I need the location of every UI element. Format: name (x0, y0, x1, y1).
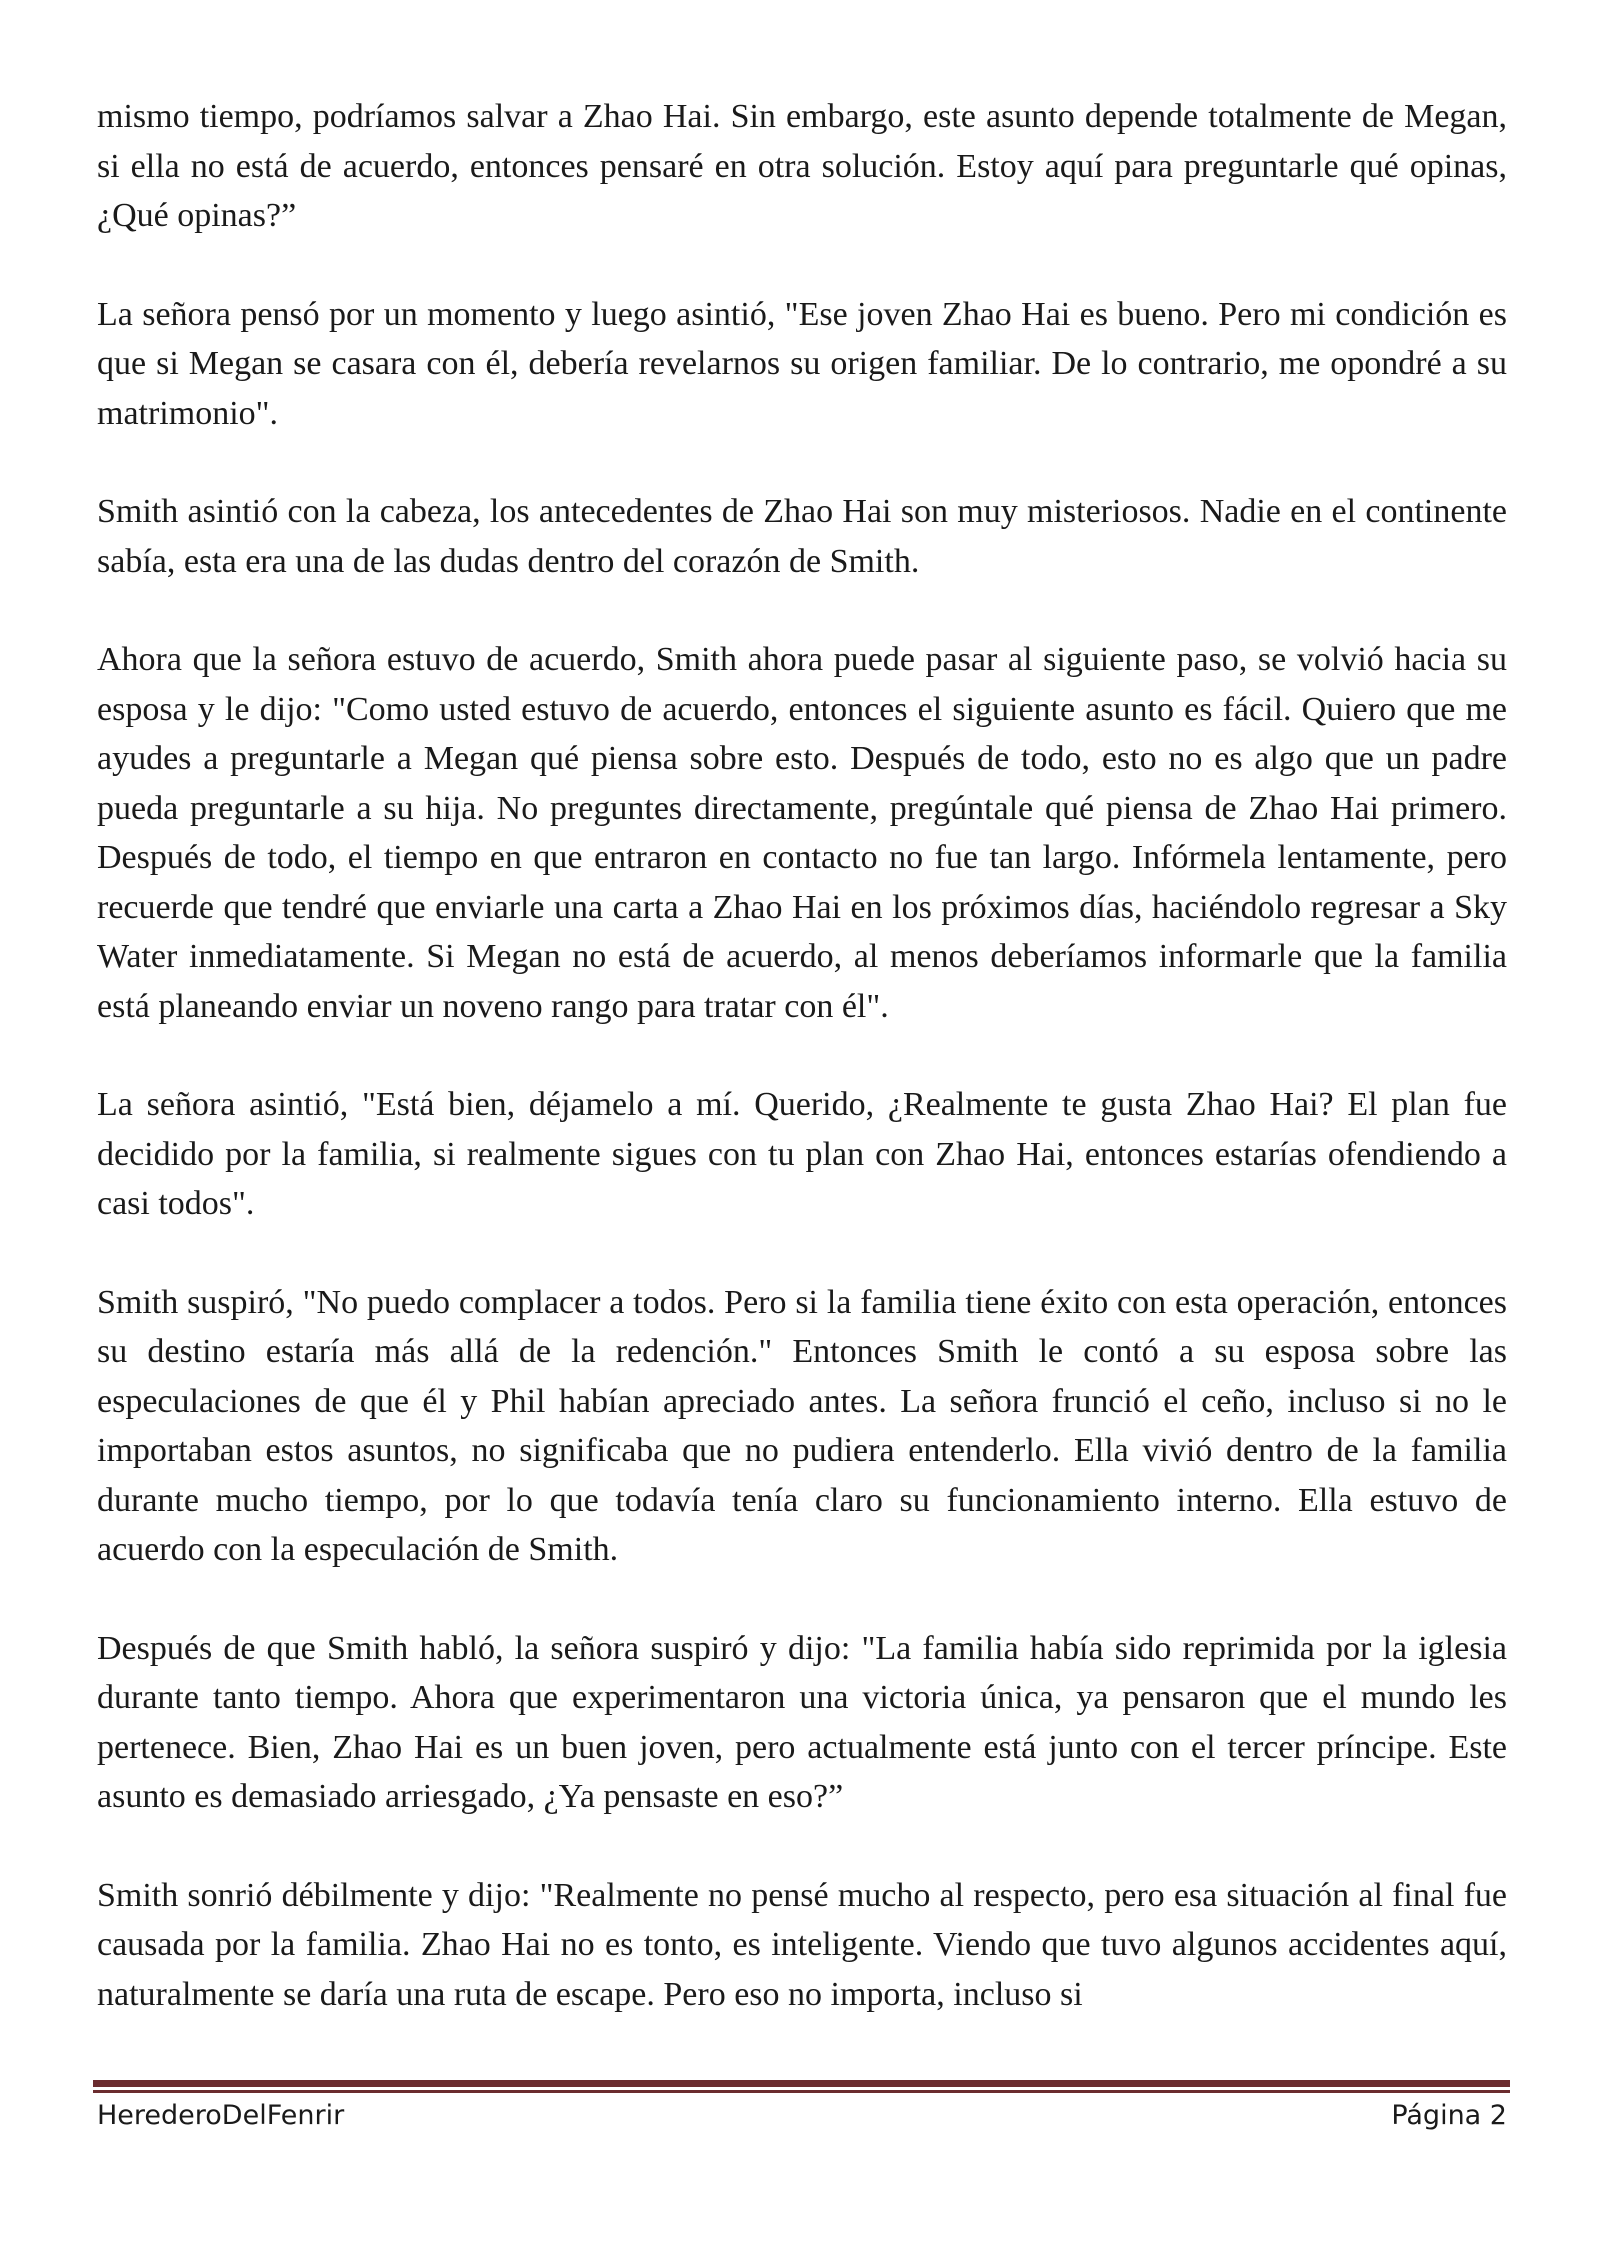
footer-divider-thick (93, 2080, 1510, 2087)
paragraph-1: mismo tiempo, podríamos salvar a Zhao Hai. Sin embargo, este asunto depende totalmente de Megan, si ella no está de acuerdo, entonces pensaré en otra solución. Estoy aquí para preguntarle qué opinas, ¿Qué opinas?” (97, 98, 1507, 234)
footer-page-number: Página 2 (1391, 2100, 1507, 2131)
paragraph-3: Smith asintió con la cabeza, los antecedentes de Zhao Hai son muy misteriosos. Nadie en el continente sabía, esta era una de las dudas dentro del corazón de Smith. (97, 493, 1507, 580)
paragraph-7: Después de que Smith habló, la señora suspiró y dijo: "La familia había sido reprimida por la iglesia durante tanto tiempo. Ahora que experimentaron una victoria única, ya pensaron que el mundo les pertenece. Bien, Zhao Hai es un buen joven, pero actualmente está junto con el tercer príncipe. Este asunto es demasiado arriesgado, ¿Ya pensaste en eso?” (97, 1629, 1507, 1815)
footer-divider (93, 2080, 1510, 2094)
paragraph-4: Ahora que la señora estuvo de acuerdo, Smith ahora puede pasar al siguiente paso, se volvió hacia su esposa y le dijo: "Como usted estuvo de acuerdo, entonces el siguiente asunto es fácil. Quiero que me ayudes a preguntarle a Megan qué piensa sobre esto. Después de todo, esto no es algo que un padre pueda preguntarle a su hija. No preguntes directamente, pregúntale qué piensa de Zhao Hai primero. Después de todo, el tiempo en que entraron en contacto no fue tan largo. Infórmela lentamente, pero recuerde que tendré que enviarle una carta a Zhao Hai en los próximos días, haciéndolo regresar a Sky Water inmediatamente. Si Megan no está de acuerdo, al menos deberíamos informarle que la familia está planeando enviar un noveno rango para tratar con él". (97, 641, 1507, 1025)
footer-divider-thin (93, 2090, 1510, 2093)
footer-author: HerederoDelFenrir (97, 2100, 345, 2131)
paragraph-8: Smith sonrió débilmente y dijo: "Realmente no pensé mucho al respecto, pero esa situación al final fue causada por la familia. Zhao Hai no es tonto, es inteligente. Viendo que tuvo algunos accidentes aquí, naturalmente se daría una ruta de escape. Pero eso no importa, incluso si (97, 1876, 1507, 2013)
paragraph-6: Smith suspiró, "No puedo complacer a todos. Pero si la familia tiene éxito con esta operación, entonces su destino estaría más allá de la redención." Entonces Smith le contó a su esposa sobre las especulaciones de que él y Phil habían apreciado antes. La señora frunció el ceño, incluso si no le importaban estos asuntos, no significaba que no pudiera entenderlo. Ella vivió dentro de la familia durante mucho tiempo, por lo que todavía tenía claro su funcionamiento interno. Ella estuvo de acuerdo con la especulación de Smith. (97, 1283, 1507, 1568)
body-text (97, 92, 1507, 2068)
paragraph-2: La señora pensó por un momento y luego asintió, "Ese joven Zhao Hai es bueno. Pero mi condición es que si Megan se casara con él, debería revelarnos su origen familiar. De lo contrario, me opondré a su matrimonio". (97, 295, 1507, 432)
paragraph-5: La señora asintió, "Está bien, déjamelo a mí. Querido, ¿Realmente te gusta Zhao Hai? El plan fue decidido por la familia, si realmente sigues con tu plan con Zhao Hai, entonces estarías ofendiendo a casi todos". (97, 1086, 1507, 1222)
